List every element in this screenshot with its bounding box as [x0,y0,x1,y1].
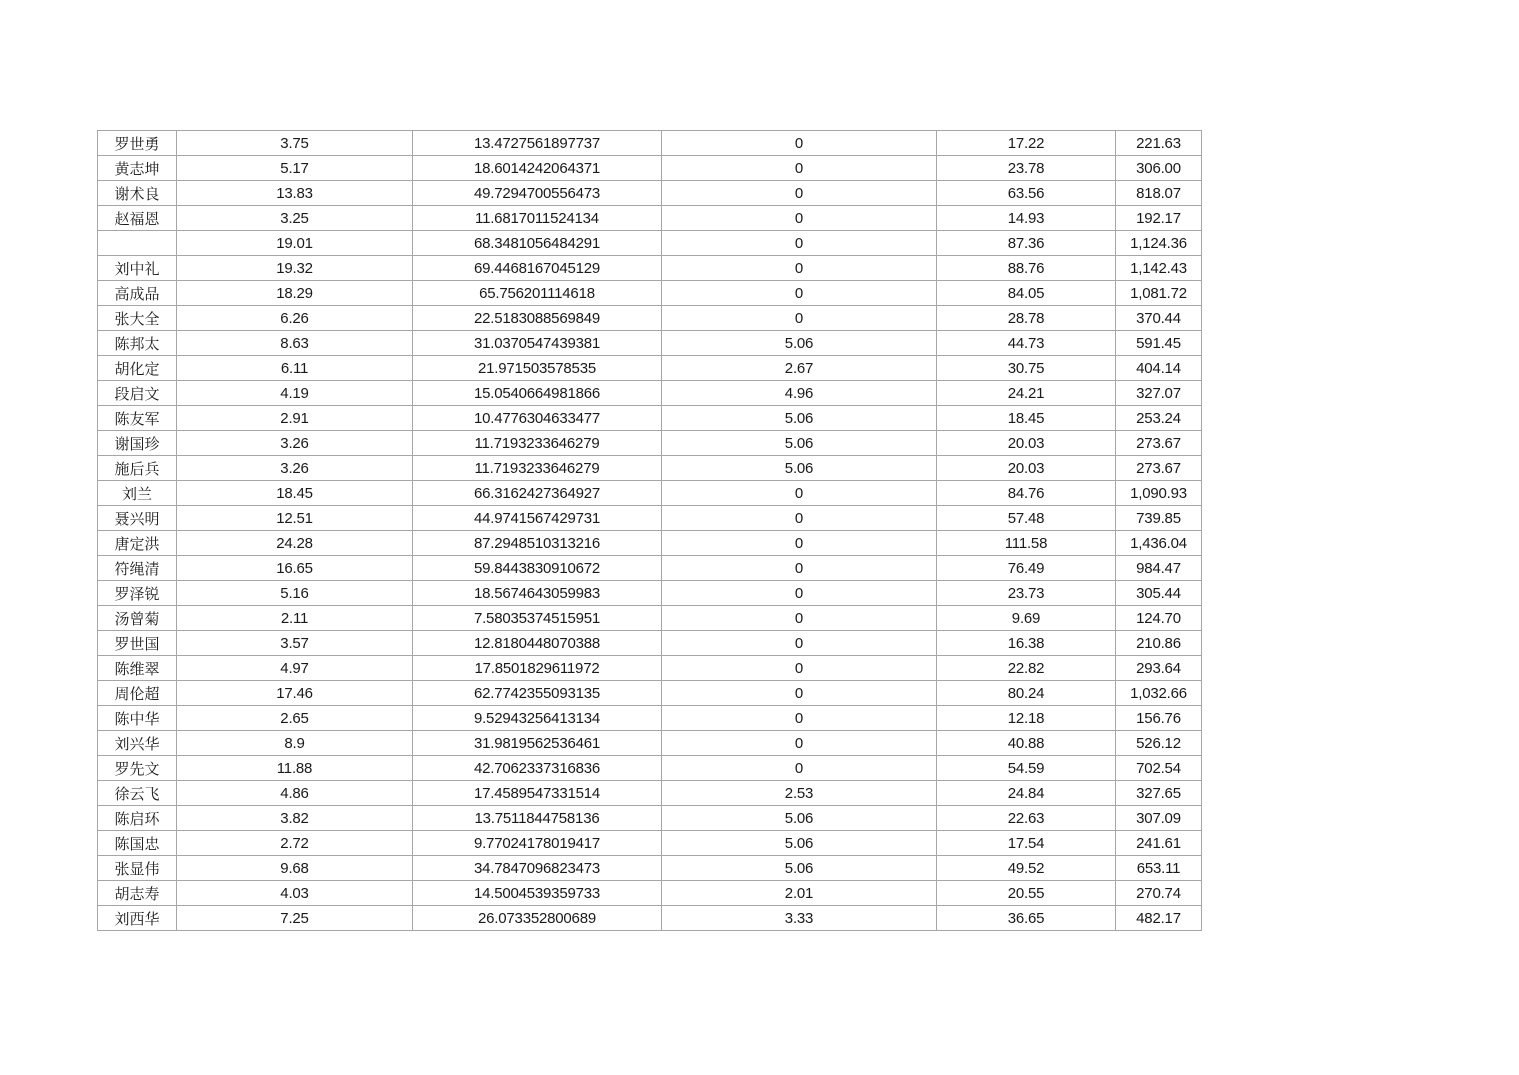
table-row [98,206,1202,231]
name-cell: 刘兰 [98,481,177,506]
name-cell: 陈启环 [98,806,177,831]
value-c-cell: 0 [662,756,937,781]
table-row [98,356,1202,381]
value-a-cell: 16.65 [177,556,413,581]
total-cell: 293.64 [1116,656,1202,681]
table-row [98,756,1202,781]
value-a-cell: 17.46 [177,681,413,706]
total-cell: 270.74 [1116,881,1202,906]
name-cell: 汤曾菊 [98,606,177,631]
table-row [98,631,1202,656]
value-a-cell: 13.83 [177,181,413,206]
table-row [98,381,1202,406]
total-cell: 124.70 [1116,606,1202,631]
value-d-cell: 63.56 [937,181,1116,206]
name-cell: 施后兵 [98,456,177,481]
value-b-cell: 13.4727561897737 [413,131,662,156]
name-cell: 刘兴华 [98,731,177,756]
table-row [98,656,1202,681]
value-a-cell: 6.26 [177,306,413,331]
value-a-cell: 8.63 [177,331,413,356]
value-a-cell: 8.9 [177,731,413,756]
value-b-cell: 59.8443830910672 [413,556,662,581]
value-d-cell: 22.82 [937,656,1116,681]
value-a-cell: 3.57 [177,631,413,656]
value-d-cell: 24.21 [937,381,1116,406]
value-a-cell: 4.97 [177,656,413,681]
name-cell: 唐定洪 [98,531,177,556]
value-c-cell: 0 [662,681,937,706]
table-row [98,156,1202,181]
value-a-cell: 4.19 [177,381,413,406]
table-row [98,706,1202,731]
table-row [98,556,1202,581]
table-row [98,831,1202,856]
value-b-cell: 10.4776304633477 [413,406,662,431]
total-cell: 307.09 [1116,806,1202,831]
value-c-cell: 5.06 [662,831,937,856]
value-d-cell: 20.55 [937,881,1116,906]
value-a-cell: 2.91 [177,406,413,431]
value-b-cell: 9.52943256413134 [413,706,662,731]
name-cell: 胡化定 [98,356,177,381]
total-cell: 702.54 [1116,756,1202,781]
value-b-cell: 13.7511844758136 [413,806,662,831]
value-a-cell: 6.11 [177,356,413,381]
value-d-cell: 17.22 [937,131,1116,156]
value-b-cell: 17.4589547331514 [413,781,662,806]
table-row [98,331,1202,356]
table-row [98,181,1202,206]
value-a-cell: 4.86 [177,781,413,806]
value-c-cell: 2.01 [662,881,937,906]
total-cell: 370.44 [1116,306,1202,331]
name-cell: 徐云飞 [98,781,177,806]
name-cell: 张显伟 [98,856,177,881]
value-d-cell: 17.54 [937,831,1116,856]
value-c-cell: 5.06 [662,431,937,456]
value-d-cell: 24.84 [937,781,1116,806]
name-cell: 胡志寿 [98,881,177,906]
value-a-cell: 2.11 [177,606,413,631]
total-cell: 591.45 [1116,331,1202,356]
value-b-cell: 87.2948510313216 [413,531,662,556]
value-b-cell: 11.7193233646279 [413,456,662,481]
value-c-cell: 0 [662,731,937,756]
table-row [98,856,1202,881]
value-c-cell: 0 [662,631,937,656]
value-c-cell: 2.53 [662,781,937,806]
value-b-cell: 11.7193233646279 [413,431,662,456]
name-cell: 张大全 [98,306,177,331]
value-b-cell: 21.971503578535 [413,356,662,381]
name-cell: 罗世国 [98,631,177,656]
value-c-cell: 5.06 [662,406,937,431]
value-c-cell: 0 [662,656,937,681]
value-a-cell: 9.68 [177,856,413,881]
value-d-cell: 20.03 [937,431,1116,456]
table-row [98,456,1202,481]
value-b-cell: 65.756201114618 [413,281,662,306]
value-b-cell: 44.9741567429731 [413,506,662,531]
value-c-cell: 0 [662,706,937,731]
total-cell: 253.24 [1116,406,1202,431]
value-c-cell: 5.06 [662,856,937,881]
value-d-cell: 12.18 [937,706,1116,731]
total-cell: 1,142.43 [1116,256,1202,281]
name-cell: 陈邦太 [98,331,177,356]
total-cell: 739.85 [1116,506,1202,531]
total-cell: 210.86 [1116,631,1202,656]
value-b-cell: 11.6817011524134 [413,206,662,231]
name-cell: 高成品 [98,281,177,306]
value-b-cell: 12.8180448070388 [413,631,662,656]
value-a-cell: 2.72 [177,831,413,856]
value-d-cell: 18.45 [937,406,1116,431]
table-row [98,131,1202,156]
total-cell: 984.47 [1116,556,1202,581]
value-b-cell: 15.0540664981866 [413,381,662,406]
value-d-cell: 30.75 [937,356,1116,381]
total-cell: 221.63 [1116,131,1202,156]
table-row [98,531,1202,556]
table-row [98,681,1202,706]
value-d-cell: 84.05 [937,281,1116,306]
value-a-cell: 3.25 [177,206,413,231]
name-cell: 段启文 [98,381,177,406]
value-b-cell: 66.3162427364927 [413,481,662,506]
total-cell: 818.07 [1116,181,1202,206]
name-cell: 赵福恩 [98,206,177,231]
value-a-cell: 11.88 [177,756,413,781]
value-a-cell: 18.45 [177,481,413,506]
value-a-cell: 7.25 [177,906,413,931]
value-c-cell: 0 [662,531,937,556]
value-a-cell: 3.82 [177,806,413,831]
table-row [98,306,1202,331]
table-row [98,906,1202,931]
value-c-cell: 5.06 [662,806,937,831]
data-table [97,130,1202,931]
name-cell: 周伦超 [98,681,177,706]
value-c-cell: 0 [662,181,937,206]
value-b-cell: 49.7294700556473 [413,181,662,206]
name-cell: 黄志坤 [98,156,177,181]
total-cell: 305.44 [1116,581,1202,606]
total-cell: 1,436.04 [1116,531,1202,556]
value-d-cell: 111.58 [937,531,1116,556]
value-c-cell: 0 [662,506,937,531]
table-row [98,881,1202,906]
value-a-cell: 24.28 [177,531,413,556]
table-row [98,806,1202,831]
name-cell: 陈维翠 [98,656,177,681]
value-d-cell: 16.38 [937,631,1116,656]
value-b-cell: 18.6014242064371 [413,156,662,181]
name-cell: 罗先文 [98,756,177,781]
value-b-cell: 26.073352800689 [413,906,662,931]
table-row [98,481,1202,506]
value-b-cell: 42.7062337316836 [413,756,662,781]
value-b-cell: 18.5674643059983 [413,581,662,606]
value-d-cell: 14.93 [937,206,1116,231]
value-a-cell: 5.17 [177,156,413,181]
total-cell: 482.17 [1116,906,1202,931]
value-d-cell: 88.76 [937,256,1116,281]
total-cell: 156.76 [1116,706,1202,731]
total-cell: 327.65 [1116,781,1202,806]
value-d-cell: 54.59 [937,756,1116,781]
value-c-cell: 0 [662,606,937,631]
value-b-cell: 68.3481056484291 [413,231,662,256]
name-cell: 陈友军 [98,406,177,431]
value-d-cell: 22.63 [937,806,1116,831]
value-d-cell: 76.49 [937,556,1116,581]
total-cell: 1,032.66 [1116,681,1202,706]
value-b-cell: 14.5004539359733 [413,881,662,906]
value-c-cell: 0 [662,306,937,331]
value-c-cell: 0 [662,131,937,156]
value-c-cell: 0 [662,206,937,231]
name-cell: 谢术良 [98,181,177,206]
value-b-cell: 17.8501829611972 [413,656,662,681]
value-d-cell: 23.78 [937,156,1116,181]
value-d-cell: 36.65 [937,906,1116,931]
name-cell: 刘西华 [98,906,177,931]
value-d-cell: 87.36 [937,231,1116,256]
value-c-cell: 4.96 [662,381,937,406]
value-c-cell: 0 [662,156,937,181]
value-b-cell: 22.5183088569849 [413,306,662,331]
total-cell: 273.67 [1116,456,1202,481]
value-a-cell: 19.01 [177,231,413,256]
value-d-cell: 9.69 [937,606,1116,631]
total-cell: 653.11 [1116,856,1202,881]
name-cell: 刘中礼 [98,256,177,281]
total-cell: 1,124.36 [1116,231,1202,256]
total-cell: 1,090.93 [1116,481,1202,506]
value-d-cell: 80.24 [937,681,1116,706]
name-cell: 符绳清 [98,556,177,581]
table-row [98,431,1202,456]
name-cell: 谢国珍 [98,431,177,456]
table-row [98,256,1202,281]
name-cell: 罗世勇 [98,131,177,156]
value-d-cell: 44.73 [937,331,1116,356]
total-cell: 241.61 [1116,831,1202,856]
table-row [98,781,1202,806]
value-a-cell: 2.65 [177,706,413,731]
value-a-cell: 4.03 [177,881,413,906]
total-cell: 273.67 [1116,431,1202,456]
value-c-cell: 2.67 [662,356,937,381]
value-d-cell: 20.03 [937,456,1116,481]
total-cell: 192.17 [1116,206,1202,231]
value-b-cell: 69.4468167045129 [413,256,662,281]
value-a-cell: 5.16 [177,581,413,606]
name-cell: 聂兴明 [98,506,177,531]
value-a-cell: 12.51 [177,506,413,531]
value-b-cell: 34.7847096823473 [413,856,662,881]
value-a-cell: 18.29 [177,281,413,306]
table-row [98,406,1202,431]
value-d-cell: 49.52 [937,856,1116,881]
value-d-cell: 23.73 [937,581,1116,606]
table-row [98,606,1202,631]
value-c-cell: 3.33 [662,906,937,931]
total-cell: 1,081.72 [1116,281,1202,306]
value-a-cell: 3.26 [177,431,413,456]
value-d-cell: 40.88 [937,731,1116,756]
total-cell: 327.07 [1116,381,1202,406]
value-d-cell: 84.76 [937,481,1116,506]
value-d-cell: 28.78 [937,306,1116,331]
value-b-cell: 62.7742355093135 [413,681,662,706]
table-body [98,131,1202,931]
table-row [98,581,1202,606]
value-c-cell: 0 [662,481,937,506]
value-a-cell: 19.32 [177,256,413,281]
value-a-cell: 3.26 [177,456,413,481]
value-c-cell: 0 [662,231,937,256]
value-c-cell: 5.06 [662,331,937,356]
name-cell: 陈中华 [98,706,177,731]
name-cell: 罗泽锐 [98,581,177,606]
name-cell: 陈国忠 [98,831,177,856]
value-a-cell: 3.75 [177,131,413,156]
total-cell: 306.00 [1116,156,1202,181]
value-c-cell: 5.06 [662,456,937,481]
value-b-cell: 31.0370547439381 [413,331,662,356]
table-row [98,281,1202,306]
value-c-cell: 0 [662,256,937,281]
value-d-cell: 57.48 [937,506,1116,531]
table-row [98,506,1202,531]
table-row [98,731,1202,756]
value-b-cell: 31.9819562536461 [413,731,662,756]
value-c-cell: 0 [662,581,937,606]
value-b-cell: 9.77024178019417 [413,831,662,856]
total-cell: 404.14 [1116,356,1202,381]
value-c-cell: 0 [662,556,937,581]
value-b-cell: 7.58035374515951 [413,606,662,631]
table-row [98,231,1202,256]
name-cell [98,231,177,256]
total-cell: 526.12 [1116,731,1202,756]
value-c-cell: 0 [662,281,937,306]
